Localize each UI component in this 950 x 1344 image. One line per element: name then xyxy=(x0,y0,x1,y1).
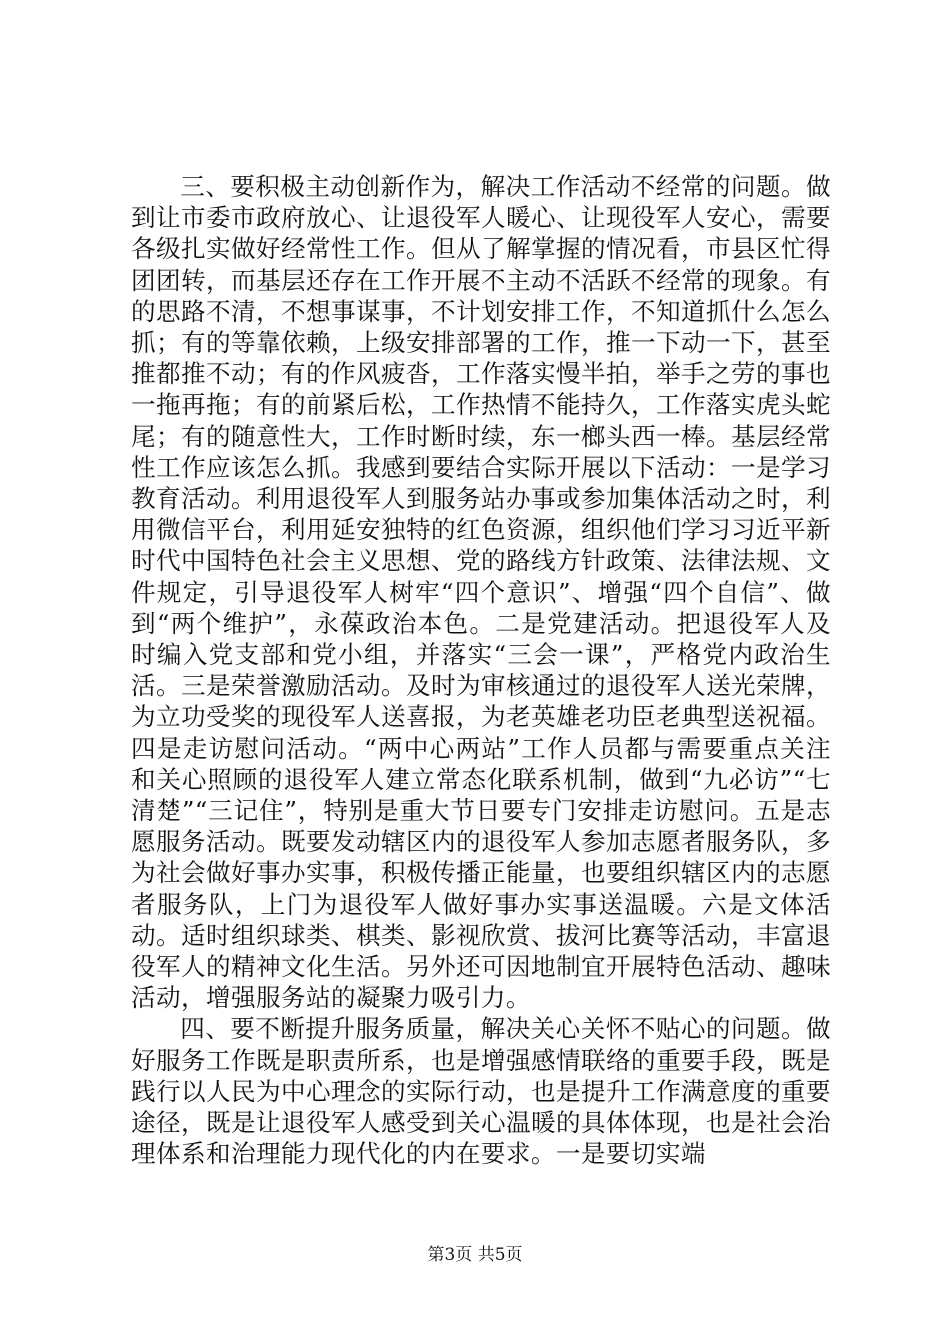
page-number-footer: 第3页 共5页 xyxy=(427,1245,523,1265)
paragraph-section-3: 三、要积极主动创新作为，解决工作活动不经常的问题。做到让市委市政府放心、让退役军人暖心、让现役军人安心，需要各级扎实做好经常性工作。但从了解掌握的情况看，市县区忙得团团转，而基层还存在工作开展不主动不活跃不经常的现象。有的思路不清，不想事谋事，不计划安排工作，不知道抓什么怎么抓；有的等靠依赖，上级安排部署的工作，推一下动一下，甚至推都推不动；有的作风疲沓，工作落实慢半拍，举手之劳的事也一拖再拖；有的前紧后松，工作热情不能持久，工作落实虎头蛇尾；有的随意性大，工作时断时续，东一榔头西一棒。基层经常性工作应该怎么抓。我感到要结合实际开展以下活动：一是学习教育活动。利用退役军人到服务站办事或参加集体活动之时，利用微信平台，利用延安独特的红色资源，组织他们学习习近平新时代中国特色社会主义思想、党的路线方针政策、法律法规、文件规定，引导退役军人树牢“四个意识”、增强“四个自信”、做到“两个维护”，永葆政治本色。二是党建活动。把退役军人及时编入党支部和党小组，并落实“三会一课”，严格党内政治生活。三是荣誉激励活动。及时为审核通过的退役军人送光荣牌，为立功受奖的现役军人送喜报，为老英雄老功臣老典型送祝福。四是走访慰问活动。“两中心两站”工作人员都与需要重点关注和关心照顾的退役军人建立常态化联系机制，做到“九必访”“七清楚”“三记住”，特别是重大节日要专门安排走访慰问。五是志愿服务活动。既要发动辖区内的退役军人参加志愿者服务队，多为社会做好事办实事，积极传播正能量，也要组织辖区内的志愿者服务队，上门为退役军人做好事办实事送温暖。六是文体活动。适时组织球类、棋类、影视欣赏、拔河比赛等活动，丰富退役军人的精神文化生活。另外还可因地制宜开展特色活动、趣味活动，增强服务站的凝聚力吸引力。 xyxy=(131,172,831,1013)
paragraph-section-4: 四、要不断提升服务质量，解决关心关怀不贴心的问题。做好服务工作既是职责所系，也是增强感情联络的重要手段，既是践行以人民为中心理念的实际行动，也是提升工作满意度的重要途径，既是让退役军人感受到关心温暖的具体体现，也是社会治理体系和治理能力现代化的内在要求。一是要切实端 xyxy=(131,1014,831,1169)
document-body xyxy=(131,171,831,1170)
